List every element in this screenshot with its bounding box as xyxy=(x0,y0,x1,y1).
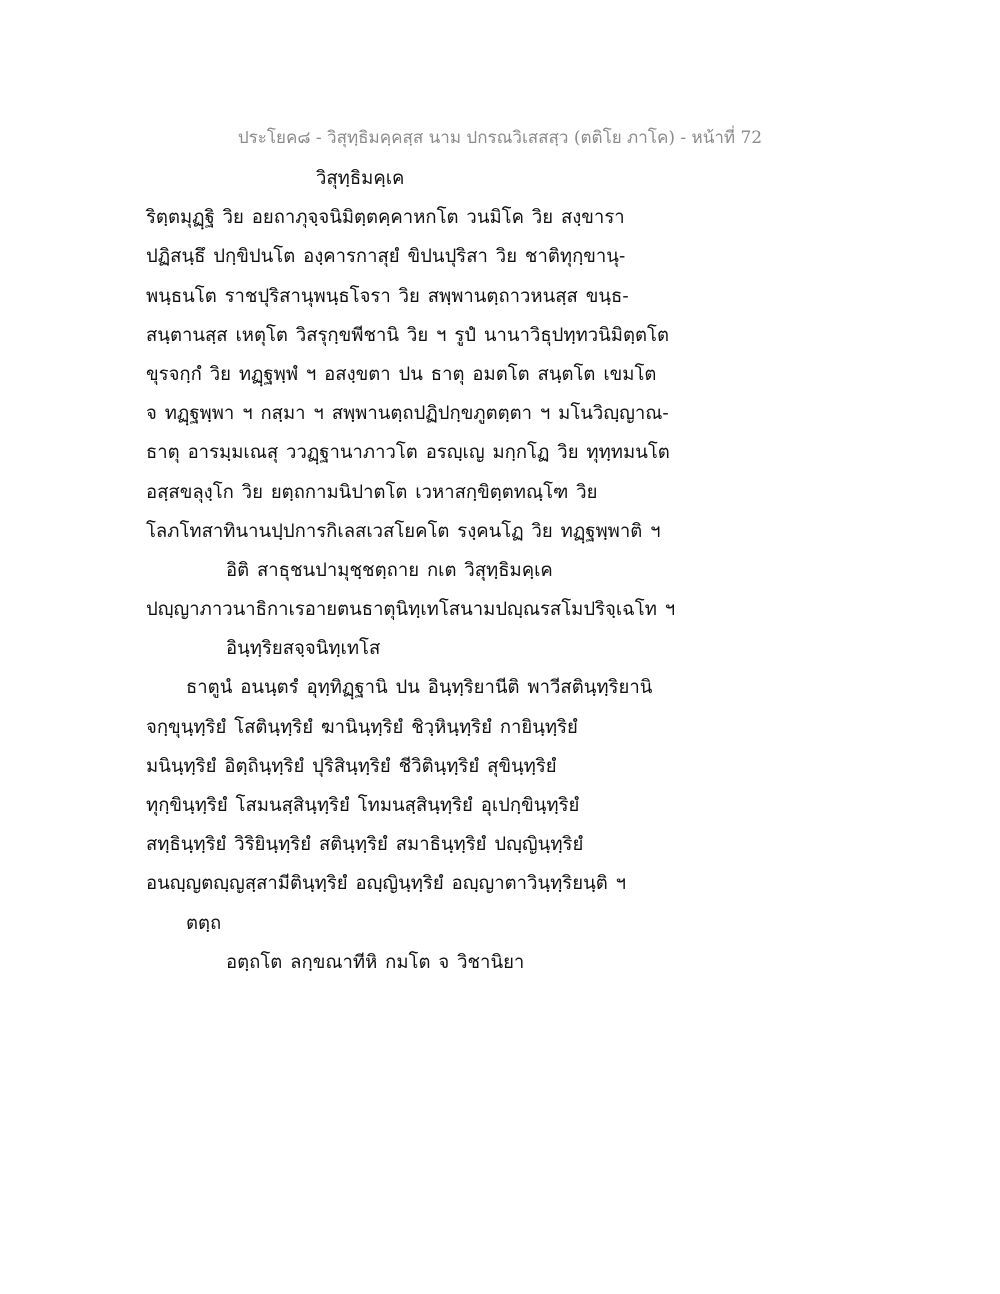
text-line: ริตฺตมุฏฺฐิ วิย อยถาภุจฺจนิมิตฺตคฺคาหกโต วนมิโค วิย สงฺขารา xyxy=(146,207,625,229)
text-line: อนญฺญตญฺญสฺสามีตินฺทฺริยํ อญฺญินฺทฺริยํ อญฺญาตาวินฺทฺริยนฺติ ฯ xyxy=(146,873,626,895)
text-line: พนฺธนโต ราชปุริสานุพนฺธโจรา วิย สพฺพานตฺถาวหนสฺส ขนฺธ- xyxy=(146,285,629,307)
text-line: มนินฺทฺริยํ อิตฺถินฺทฺริยํ ปุริสินฺทฺริยํ ชีวิตินฺทฺริยํ สุขินฺทฺริยํ xyxy=(146,755,557,777)
section-title: อินฺทฺริยสจฺจนิทฺเทโส xyxy=(226,638,381,660)
page-header: ประโยค๘ - วิสุทฺธิมคฺคสฺส นาม ปกรณวิเสสสฺว (ตติโย ภาโค) - หน้าที่ 72 xyxy=(237,128,763,148)
body-text xyxy=(146,159,846,982)
text-line: สทฺธินฺทฺริยํ วิริยินฺทฺริยํ สตินฺทฺริยํ สมาธินฺทฺริยํ ปญฺญินฺทฺริยํ xyxy=(146,834,584,856)
text-line: ธาตุ อารมฺมเณสุ ววฏฺฐานาภาวโต อรญฺเญ มกฺกโฏ วิย ทุทฺทมนโต xyxy=(146,442,670,464)
text-line: ขุรจกฺกํ วิย ทฏฺฐพฺพํ ฯ อสงฺขตา ปน ธาตุ อมตโต สนฺตโต เขมโต xyxy=(146,363,657,385)
text-line: จ ทฏฺฐพฺพา ฯ กสฺมา ฯ สพฺพานตฺถปฏิปกฺขภูตตฺตา ฯ มโนวิญฺญาณ- xyxy=(146,403,669,425)
text-line: ปฏิสนฺธึ ปกฺขิปนโต องฺคารกาสุยํ ขิปนปุริสา วิย ชาติทุกฺขานุ- xyxy=(146,246,626,268)
chapter-end-line: อิติ สาธุชนปามุชฺชตฺถาย กเต วิสุทฺธิมคฺเค xyxy=(226,559,553,581)
verse-line: อตฺถโต ลกฺขณาทีหิ กมโต จ วิชานิยา xyxy=(226,951,525,973)
text-line: โลภโทสาทินานปฺปการกิเลสเวสโยคโต รงฺคนโฏ วิย ทฏฺฐพฺพาติ ฯ xyxy=(146,520,661,542)
text-line: ธาตูนํ อนนฺตรํ อุทฺทิฏฺฐานิ ปน อินฺทฺริยานีติ พาวีสตินฺทฺริยานิ xyxy=(186,677,653,699)
chapter-end-line: ปญฺญาภาวนาธิกาเรอายตนธาตุนิทฺเทโสนามปญฺณรสโมปริจฺเฉโท ฯ xyxy=(146,599,676,621)
text-line: ทุกฺขินฺทฺริยํ โสมนสฺสินฺทฺริยํ โทมนสฺสินฺทฺริยํ อุเปกฺขินฺทฺริยํ xyxy=(146,795,580,816)
text-line: ตตฺถ xyxy=(186,912,222,934)
text-line: อสฺสขลุงฺโก วิย ยตฺถกามนิปาตโต เวหาสกฺขิตฺตทณฺโฑ วิย xyxy=(146,481,598,503)
section-title: วิสุทฺธิมคฺเค xyxy=(316,168,405,189)
text-line: สนฺตานสฺส เหตุโต วิสรุกฺขพีชานิ วิย ฯ รูปํ นานาวิธุปทฺทวนิมิตฺตโต xyxy=(146,324,669,346)
text-line: จกฺขุนฺทฺริยํ โสตินฺทฺริยํ ฆานินฺทฺริยํ ชิวฺหินฺทฺริยํ กายินฺทฺริยํ xyxy=(146,716,578,738)
